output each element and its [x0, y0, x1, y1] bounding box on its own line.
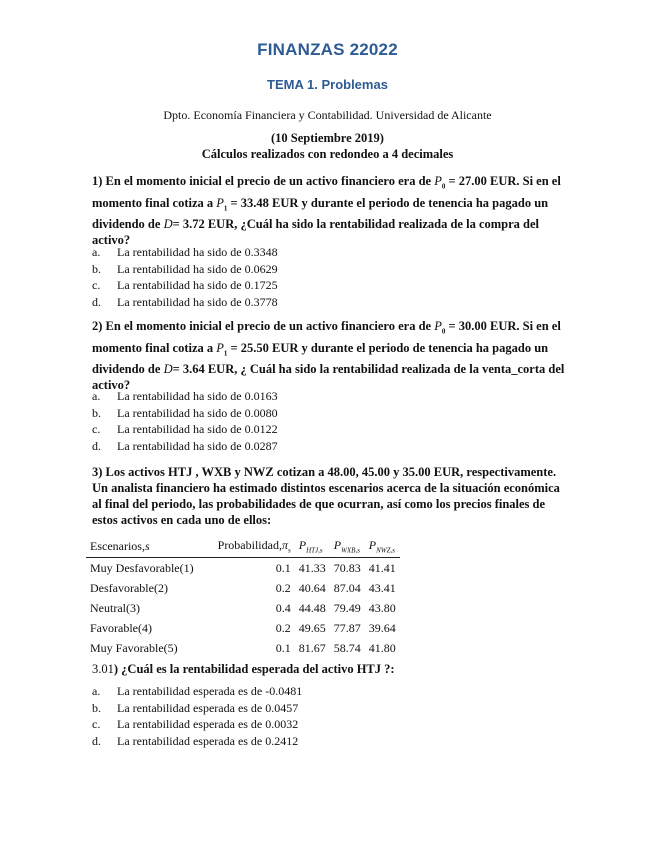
symbol: P [216, 340, 224, 355]
option[interactable] [92, 261, 562, 278]
table-header-row [86, 537, 400, 558]
option-letter: d. [92, 438, 101, 453]
option-letter: c. [92, 717, 101, 731]
option-letter: a. [92, 389, 101, 403]
header-price-nwz [365, 537, 400, 558]
option[interactable] [92, 277, 562, 294]
subscript: HTJ,s [306, 546, 323, 555]
option[interactable] [92, 421, 562, 438]
scenarios-table [86, 537, 400, 658]
table-row [86, 638, 400, 658]
option[interactable] [92, 700, 562, 717]
option[interactable] [92, 683, 562, 700]
question-3-01 [92, 661, 572, 677]
option-letter: c. [92, 278, 101, 292]
symbol: D [163, 362, 173, 376]
cell-probability: 0.4 [275, 600, 291, 615]
option[interactable] [92, 733, 562, 750]
cell-scenario: Desfavorable(2) [90, 580, 168, 595]
option-text: La rentabilidad ha sido de 0.3778 [117, 294, 278, 309]
rounding-note: Cálculos realizados con redondeo a 4 decimales [201, 147, 454, 161]
cell-scenario: Muy Desfavorable(1) [90, 560, 194, 575]
table-row [86, 558, 400, 579]
question-number: 3.01 [92, 662, 114, 676]
cell-price-nwz: 41.41 [368, 560, 396, 575]
option-text: La rentabilidad ha sido de 0.0287 [117, 438, 278, 453]
subscript: 1 [223, 204, 228, 212]
option-letter: d. [92, 294, 101, 309]
question-text: = 33.48 EUR y durante el periodo de tenencia ha pagado un dividendo de [92, 195, 549, 231]
cell-price-nwz: 39.64 [368, 620, 396, 635]
cell-price-htj: 49.65 [298, 620, 326, 635]
option[interactable] [92, 438, 562, 455]
option-letter: b. [92, 700, 101, 715]
header-price-htj [295, 537, 330, 558]
question-text: ) En el momento inicial el precio de un activo financiero era de [98, 319, 435, 333]
table-row [86, 618, 400, 638]
question-2 [92, 318, 572, 393]
symbol: P [434, 319, 442, 333]
symbol: s [144, 538, 150, 553]
question-1 [92, 173, 572, 248]
cell-scenario: Neutral(3) [90, 600, 140, 615]
symbol: D [163, 217, 173, 231]
cell-probability: 0.1 [275, 640, 291, 655]
cell-probability: 0.1 [275, 560, 291, 575]
cell-probability: 0.2 [275, 620, 291, 635]
subscript: NWZ,s [376, 546, 395, 555]
symbol: π [281, 538, 288, 552]
cell-probability: 0.2 [275, 580, 291, 595]
cell-scenario: Favorable(4) [90, 620, 152, 635]
page-subtitle: TEMA 1. Problemas [267, 77, 388, 92]
affiliation: Dpto. Economía Financiera y Contabilidad. Universidad de Alicante [163, 108, 492, 122]
header-label: Probabilidad, [217, 538, 282, 552]
question-text: = 3.64 EUR, ¿ Cuál ha sido la rentabilidad realizada de la venta_corta del activo? [92, 362, 565, 392]
question-1-options [92, 244, 562, 310]
option-text: La rentabilidad ha sido de 0.3348 [117, 245, 278, 259]
option-text: La rentabilidad esperada es de 0.2412 [117, 733, 299, 748]
subscript: 0 [441, 182, 446, 191]
question-text: = 25.50 EUR y durante el periodo de tenencia ha pagado un dividendo de [92, 340, 549, 376]
question-number: 2 [92, 319, 99, 333]
symbol: P [333, 538, 342, 552]
option-text: La rentabilidad ha sido de 0.0629 [117, 261, 278, 276]
question-text: = 27.00 EUR. Si en el momento final cotiza a [92, 174, 561, 210]
table-row [86, 578, 400, 598]
cell-price-wxb: 79.49 [333, 600, 361, 615]
cell-price-htj: 44.48 [298, 600, 326, 615]
header-scenario [86, 537, 198, 558]
cell-price-wxb: 77.87 [333, 620, 361, 635]
symbol: P [434, 174, 442, 188]
subscript: 0 [441, 327, 446, 336]
question-text: ) En el momento inicial el precio de un activo financiero era de [98, 174, 435, 188]
option-letter: a. [92, 245, 101, 259]
option[interactable] [92, 405, 562, 422]
option[interactable] [92, 294, 562, 311]
option[interactable] [92, 716, 562, 733]
cell-price-wxb: 87.04 [333, 580, 361, 595]
question-3-01-options [92, 683, 562, 749]
header-probability [198, 537, 295, 558]
cell-price-wxb: 58.74 [333, 640, 361, 655]
option-text: La rentabilidad ha sido de 0.0163 [117, 389, 278, 403]
question-number: 1 [92, 174, 99, 188]
cell-price-htj: 81.67 [298, 640, 326, 655]
cell-scenario: Muy Favorable(5) [90, 640, 178, 655]
option-text: La rentabilidad esperada es de 0.0457 [117, 700, 299, 715]
option-letter: d. [92, 733, 101, 748]
page-title: FINANZAS 22022 [257, 40, 398, 59]
table-row [86, 598, 400, 618]
date: (10 Septiembre 2019) [271, 131, 384, 145]
cell-price-wxb: 70.83 [333, 560, 361, 575]
option-letter: c. [92, 422, 101, 436]
option-letter: b. [92, 405, 101, 420]
question-2-options [92, 388, 562, 454]
question-text: ) ¿Cuál es la rentabilidad esperada del activo HTJ ?: [113, 662, 395, 676]
cell-price-htj: 40.64 [298, 580, 326, 595]
header-price-wxb [330, 537, 365, 558]
subscript: WXB,s [341, 546, 360, 555]
option-text: La rentabilidad esperada es de -0.0481 [117, 684, 303, 698]
subscript: 1 [223, 349, 228, 357]
question-text: = 30.00 EUR. Si en el momento final cotiza a [92, 319, 561, 355]
option[interactable] [92, 388, 562, 405]
question-text: ) Los activos HTJ , WXB y NWZ cotizan a 48.00, 45.00 y 35.00 EUR, respectivamente. Un analista financiero ha estimado distintos escenarios acerca de la situación económica al final del periodo, las probabilidades de que ocurran, así como los precios finales de estos activos en cada uno de ellos: [92, 465, 560, 527]
cell-price-nwz: 41.80 [368, 640, 396, 655]
option-text: La rentabilidad ha sido de 0.0122 [117, 422, 278, 436]
symbol: P [216, 195, 224, 210]
option[interactable] [92, 244, 562, 261]
option-letter: b. [92, 261, 101, 276]
cell-price-nwz: 43.41 [368, 580, 396, 595]
cell-price-htj: 41.33 [298, 560, 326, 575]
option-text: La rentabilidad esperada es de 0.0032 [117, 717, 299, 731]
symbol: P [368, 538, 377, 552]
option-text: La rentabilidad ha sido de 0.1725 [117, 278, 278, 292]
question-number: 3 [92, 465, 99, 479]
question-3 [92, 464, 572, 528]
header-label: Escenarios, [90, 538, 145, 553]
subscript: s [287, 546, 291, 555]
option-text: La rentabilidad ha sido de 0.0080 [117, 405, 278, 420]
question-text: = 3.72 EUR, ¿Cuál ha sido la rentabilidad realizada de la compra del activo? [92, 217, 540, 247]
symbol: P [298, 538, 307, 552]
option-letter: a. [92, 684, 101, 698]
cell-price-nwz: 43.80 [368, 600, 396, 615]
